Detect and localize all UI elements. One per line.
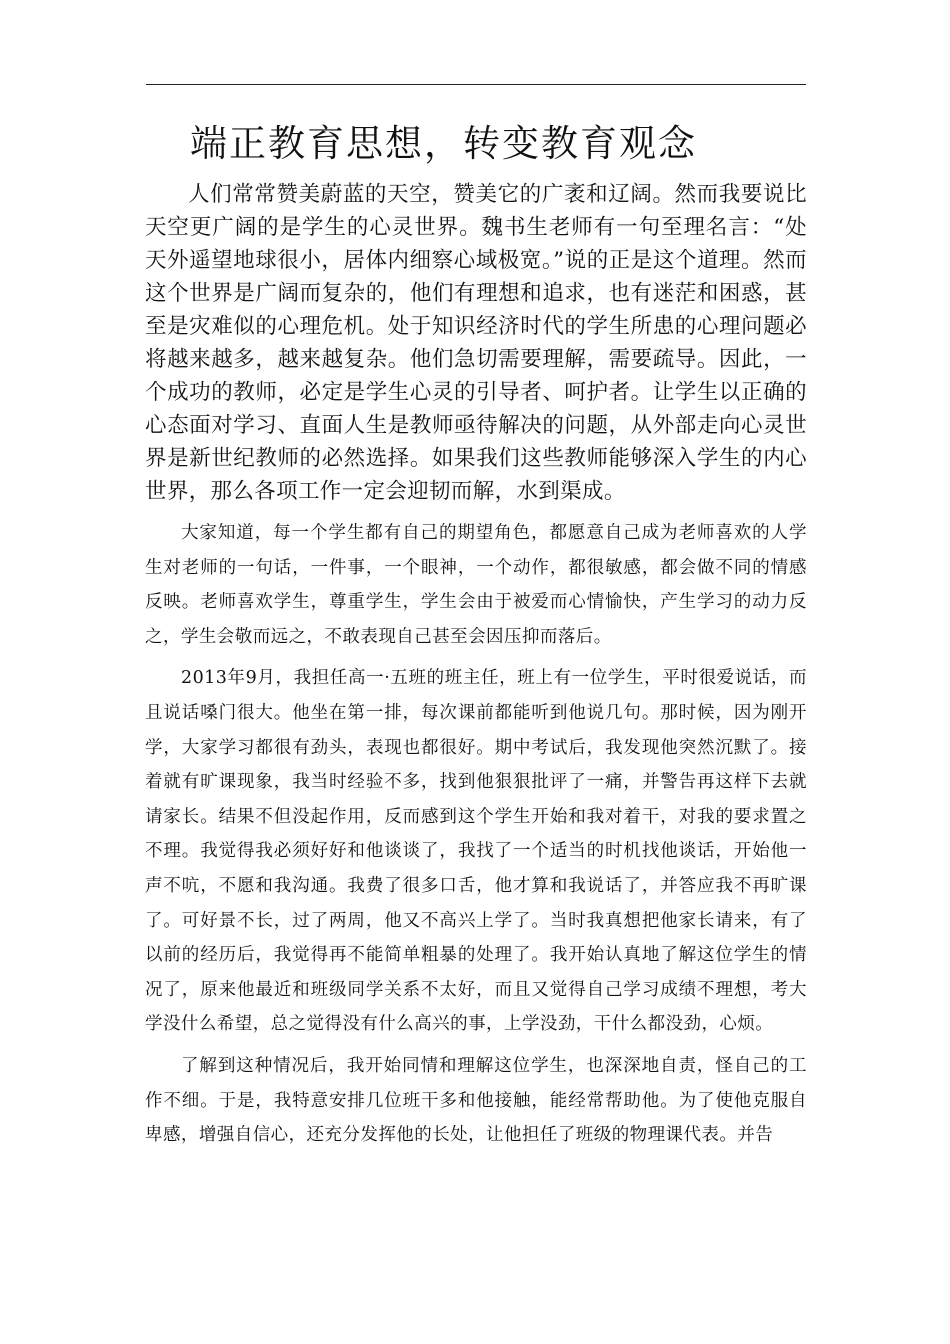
header-rule <box>146 84 806 85</box>
paragraph-resolution: 了解到这种情况后，我开始同情和理解这位学生，也深深地自责，怪自己的工作不细。于是，我特意安排几位班干多和他接触，能经常帮助他。为了使他克服自卑感，增强自信心，还充分发挥他的长处，让他担任了班级的物理课代表。并告 <box>145 1055 807 1146</box>
paragraph-case-story: 2013年9月，我担任高一·五班的班主任，班上有一位学生，平时很爱说话，而且说话嗓门很大。他坐在第一排，每次课前都能听到他说几句。那时候，因为刚开学，大家学习都很有劲头，表现也都很好。期中考试后，我发现他突然沉默了。接着就有旷课现象，我当时经验不多，找到他狠狠批评了一痛，并警告再这样下去就请家长。结果不但没起作用，反而感到这个学生开始和我对着干，对我的要求置之不理。我觉得我必须好好和他谈谈了，我找了一个适当的时机找他谈话，开始他一声不吭，不愿和我沟通。我费了很多口舌，他才算和我说话了，并答应我不再旷课了。可好景不长，过了两周，他又不高兴上学了。当时我真想把他家长请来，有了以前的经历后，我觉得再不能简单粗暴的处理了。我开始认真地了解这位学生的情况了，原来他最近和班级同学关系不太好，而且又觉得自己学习成绩不理想，考大学没什么希望，总之觉得没有什么高兴的事，上学没劲，干什么都没劲，心烦。 <box>145 668 807 1035</box>
paragraph-expectation: 大家知道，每一个学生都有自己的期望角色，都愿意自己成为老师喜欢的人学生对老师的一句话，一件事，一个眼神，一个动作，都很敏感，都会做不同的情感反映。老师喜欢学生，尊重学生，学生会由于被爱而心情愉快，产生学习的动力反之，学生会敬而远之，不敢表现自己甚至会因压抑而落后。 <box>145 523 807 647</box>
paragraph-intro: 人们常常赞美蔚蓝的天空，赞美它的广袤和辽阔。然而我要说比天空更广阔的是学生的心灵世界。魏书生老师有一句至理名言：“处天外遥望地球很小，居体内细察心域极宽。”说的正是这个道理。然而这个世界是广阔而复杂的，他们有理想和追求，也有迷茫和困惑，甚至是灾难似的心理危机。处于知识经济时代的学生所患的心理问题必将越来越多，越来越复杂。他们急切需要理解，需要疏导。因此，一个成功的教师，必定是学生心灵的引导者、呵护者。让学生以正确的心态面对学习、直面人生是教师亟待解决的问题，从外部走向心灵世界是新世纪教师的必然选择。如果我们这些教师能够深入学生的内心世界，那么各项工作一定会迎韧而解，水到渠成。 <box>145 182 807 504</box>
document-title: 端正教育思想，转变教育观念 <box>190 122 697 165</box>
document-body <box>145 178 807 1153</box>
